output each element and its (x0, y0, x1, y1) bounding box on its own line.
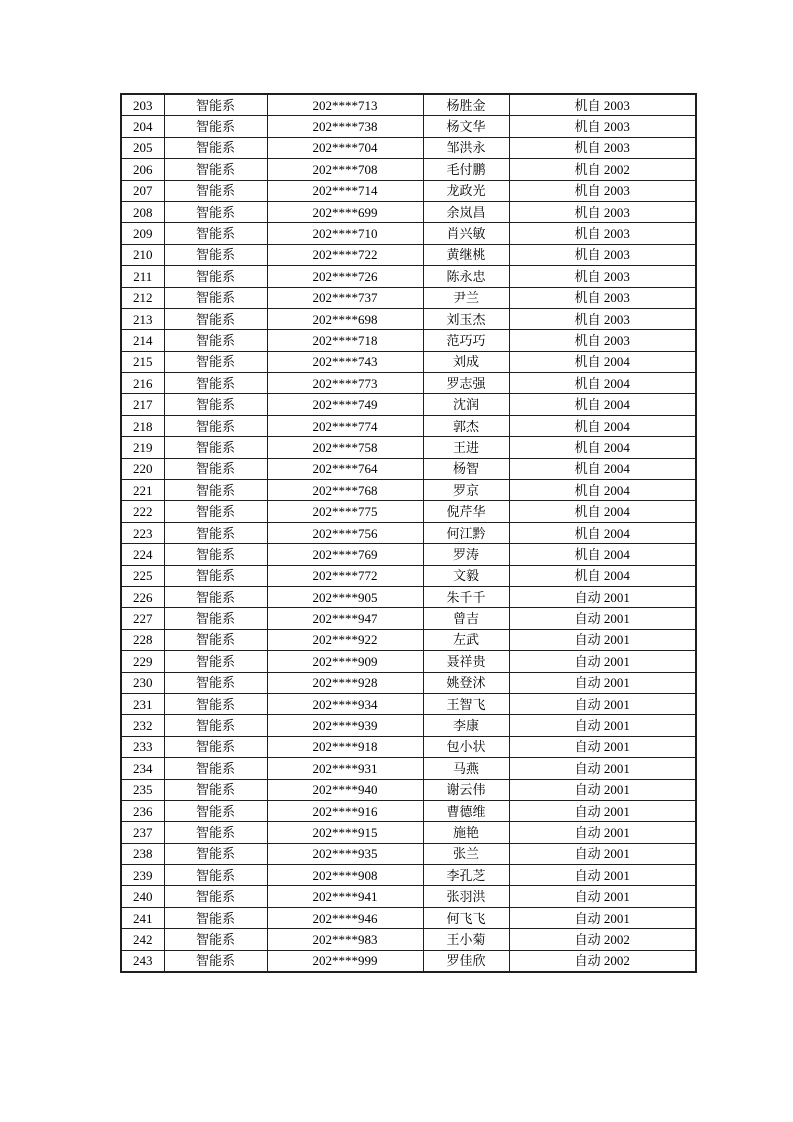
cell-class: 自动 2001 (509, 608, 696, 629)
cell-student-id: 202****737 (267, 287, 423, 308)
table-row (121, 437, 696, 458)
cell-student-name: 王小菊 (423, 929, 509, 950)
cell-student-id: 202****999 (267, 950, 423, 972)
cell-department: 智能系 (164, 287, 267, 308)
cell-student-id: 202****698 (267, 308, 423, 329)
cell-department: 智能系 (164, 843, 267, 864)
cell-row-number: 234 (121, 758, 164, 779)
table-row (121, 201, 696, 222)
cell-class: 自动 2001 (509, 822, 696, 843)
cell-student-name: 陈永忠 (423, 266, 509, 287)
table-row (121, 266, 696, 287)
cell-student-id: 202****931 (267, 758, 423, 779)
table-row (121, 394, 696, 415)
cell-student-name: 曹德维 (423, 800, 509, 821)
cell-row-number: 211 (121, 266, 164, 287)
cell-class: 机自 2003 (509, 116, 696, 137)
cell-row-number: 232 (121, 715, 164, 736)
cell-student-name: 黄继桃 (423, 244, 509, 265)
table-row (121, 373, 696, 394)
cell-row-number: 243 (121, 950, 164, 972)
cell-student-id: 202****775 (267, 501, 423, 522)
cell-row-number: 220 (121, 458, 164, 479)
cell-department: 智能系 (164, 223, 267, 244)
cell-student-id: 202****772 (267, 565, 423, 586)
table-row (121, 907, 696, 928)
cell-row-number: 210 (121, 244, 164, 265)
cell-student-id: 202****713 (267, 94, 423, 116)
cell-row-number: 214 (121, 330, 164, 351)
cell-department: 智能系 (164, 822, 267, 843)
cell-row-number: 241 (121, 907, 164, 928)
cell-student-id: 202****939 (267, 715, 423, 736)
cell-student-id: 202****764 (267, 458, 423, 479)
cell-row-number: 235 (121, 779, 164, 800)
cell-department: 智能系 (164, 758, 267, 779)
cell-row-number: 221 (121, 480, 164, 501)
table-row (121, 116, 696, 137)
cell-student-id: 202****738 (267, 116, 423, 137)
cell-department: 智能系 (164, 544, 267, 565)
table-row (121, 458, 696, 479)
cell-student-id: 202****774 (267, 415, 423, 436)
cell-class: 机自 2004 (509, 373, 696, 394)
cell-class: 机自 2004 (509, 501, 696, 522)
cell-student-name: 包小状 (423, 736, 509, 757)
cell-row-number: 226 (121, 586, 164, 607)
cell-class: 机自 2004 (509, 522, 696, 543)
cell-student-name: 龙政光 (423, 180, 509, 201)
cell-class: 机自 2004 (509, 544, 696, 565)
table-row (121, 223, 696, 244)
cell-row-number: 212 (121, 287, 164, 308)
cell-class: 自动 2002 (509, 929, 696, 950)
cell-department: 智能系 (164, 736, 267, 757)
cell-class: 自动 2001 (509, 629, 696, 650)
cell-student-id: 202****726 (267, 266, 423, 287)
cell-department: 智能系 (164, 480, 267, 501)
cell-student-id: 202****773 (267, 373, 423, 394)
cell-student-name: 范巧巧 (423, 330, 509, 351)
cell-class: 自动 2001 (509, 800, 696, 821)
cell-student-id: 202****756 (267, 522, 423, 543)
cell-class: 自动 2001 (509, 865, 696, 886)
cell-department: 智能系 (164, 907, 267, 928)
cell-student-name: 何江黔 (423, 522, 509, 543)
cell-student-name: 王智飞 (423, 693, 509, 714)
table-row (121, 715, 696, 736)
cell-department: 智能系 (164, 137, 267, 158)
cell-student-id: 202****704 (267, 137, 423, 158)
cell-department: 智能系 (164, 159, 267, 180)
table-row (121, 693, 696, 714)
cell-class: 机自 2004 (509, 415, 696, 436)
table-row (121, 137, 696, 158)
cell-department: 智能系 (164, 715, 267, 736)
cell-student-name: 倪芹华 (423, 501, 509, 522)
cell-student-name: 尹兰 (423, 287, 509, 308)
cell-department: 智能系 (164, 458, 267, 479)
cell-student-name: 张兰 (423, 843, 509, 864)
cell-class: 机自 2003 (509, 330, 696, 351)
cell-department: 智能系 (164, 950, 267, 972)
cell-department: 智能系 (164, 244, 267, 265)
cell-class: 机自 2004 (509, 351, 696, 372)
table-row (121, 501, 696, 522)
table-row (121, 159, 696, 180)
cell-student-name: 郭杰 (423, 415, 509, 436)
cell-student-id: 202****722 (267, 244, 423, 265)
cell-student-id: 202****908 (267, 865, 423, 886)
cell-row-number: 217 (121, 394, 164, 415)
cell-row-number: 229 (121, 651, 164, 672)
cell-class: 自动 2001 (509, 715, 696, 736)
cell-class: 机自 2002 (509, 159, 696, 180)
cell-student-id: 202****935 (267, 843, 423, 864)
cell-row-number: 222 (121, 501, 164, 522)
cell-student-id: 202****941 (267, 886, 423, 907)
cell-class: 机自 2003 (509, 94, 696, 116)
table-row (121, 865, 696, 886)
cell-student-id: 202****769 (267, 544, 423, 565)
table-row (121, 351, 696, 372)
cell-row-number: 216 (121, 373, 164, 394)
table-row (121, 779, 696, 800)
table-row (121, 308, 696, 329)
cell-student-name: 李孔芝 (423, 865, 509, 886)
cell-row-number: 242 (121, 929, 164, 950)
cell-student-id: 202****916 (267, 800, 423, 821)
cell-row-number: 240 (121, 886, 164, 907)
table-row (121, 758, 696, 779)
table-row (121, 736, 696, 757)
cell-class: 机自 2003 (509, 244, 696, 265)
cell-student-id: 202****915 (267, 822, 423, 843)
cell-student-name: 聂祥贵 (423, 651, 509, 672)
table-row (121, 244, 696, 265)
table-row (121, 800, 696, 821)
cell-department: 智能系 (164, 886, 267, 907)
cell-row-number: 205 (121, 137, 164, 158)
cell-class: 自动 2002 (509, 950, 696, 972)
cell-row-number: 206 (121, 159, 164, 180)
cell-student-id: 202****947 (267, 608, 423, 629)
student-roster-table (120, 93, 697, 973)
table-row (121, 822, 696, 843)
cell-row-number: 238 (121, 843, 164, 864)
cell-department: 智能系 (164, 672, 267, 693)
cell-department: 智能系 (164, 308, 267, 329)
table-row (121, 544, 696, 565)
cell-class: 机自 2003 (509, 308, 696, 329)
cell-row-number: 228 (121, 629, 164, 650)
cell-class: 机自 2004 (509, 394, 696, 415)
cell-student-id: 202****749 (267, 394, 423, 415)
cell-row-number: 239 (121, 865, 164, 886)
cell-department: 智能系 (164, 180, 267, 201)
cell-row-number: 207 (121, 180, 164, 201)
cell-class: 自动 2001 (509, 736, 696, 757)
cell-student-name: 文毅 (423, 565, 509, 586)
cell-student-name: 罗志强 (423, 373, 509, 394)
cell-department: 智能系 (164, 394, 267, 415)
cell-student-name: 杨文华 (423, 116, 509, 137)
table-row (121, 180, 696, 201)
cell-student-id: 202****718 (267, 330, 423, 351)
cell-class: 自动 2001 (509, 886, 696, 907)
table-row (121, 480, 696, 501)
cell-department: 智能系 (164, 693, 267, 714)
cell-student-id: 202****909 (267, 651, 423, 672)
table-row (121, 629, 696, 650)
table-row (121, 565, 696, 586)
cell-class: 机自 2003 (509, 287, 696, 308)
cell-department: 智能系 (164, 800, 267, 821)
cell-department: 智能系 (164, 586, 267, 607)
cell-row-number: 208 (121, 201, 164, 222)
cell-class: 自动 2001 (509, 779, 696, 800)
cell-student-name: 沈润 (423, 394, 509, 415)
cell-student-id: 202****758 (267, 437, 423, 458)
cell-student-id: 202****708 (267, 159, 423, 180)
cell-department: 智能系 (164, 651, 267, 672)
cell-student-name: 朱千千 (423, 586, 509, 607)
cell-row-number: 209 (121, 223, 164, 244)
cell-row-number: 237 (121, 822, 164, 843)
cell-class: 自动 2001 (509, 907, 696, 928)
table-row (121, 672, 696, 693)
cell-row-number: 215 (121, 351, 164, 372)
cell-student-name: 杨智 (423, 458, 509, 479)
cell-student-id: 202****714 (267, 180, 423, 201)
cell-row-number: 203 (121, 94, 164, 116)
cell-student-name: 杨胜金 (423, 94, 509, 116)
cell-student-name: 罗涛 (423, 544, 509, 565)
cell-row-number: 233 (121, 736, 164, 757)
cell-student-name: 谢云伟 (423, 779, 509, 800)
cell-student-name: 施艳 (423, 822, 509, 843)
cell-student-id: 202****922 (267, 629, 423, 650)
cell-student-id: 202****983 (267, 929, 423, 950)
cell-student-id: 202****918 (267, 736, 423, 757)
cell-row-number: 218 (121, 415, 164, 436)
table-row (121, 415, 696, 436)
cell-department: 智能系 (164, 94, 267, 116)
table-row (121, 330, 696, 351)
table-row (121, 522, 696, 543)
cell-class: 机自 2003 (509, 266, 696, 287)
table-row (121, 287, 696, 308)
cell-row-number: 213 (121, 308, 164, 329)
cell-row-number: 219 (121, 437, 164, 458)
cell-class: 机自 2004 (509, 480, 696, 501)
cell-student-name: 罗佳欣 (423, 950, 509, 972)
table-row (121, 94, 696, 116)
cell-class: 机自 2003 (509, 180, 696, 201)
cell-department: 智能系 (164, 565, 267, 586)
cell-row-number: 227 (121, 608, 164, 629)
table-row (121, 886, 696, 907)
cell-row-number: 230 (121, 672, 164, 693)
table-row (121, 929, 696, 950)
cell-student-name: 左武 (423, 629, 509, 650)
cell-department: 智能系 (164, 865, 267, 886)
cell-student-id: 202****934 (267, 693, 423, 714)
cell-class: 自动 2001 (509, 693, 696, 714)
cell-student-id: 202****699 (267, 201, 423, 222)
cell-row-number: 204 (121, 116, 164, 137)
cell-student-name: 李康 (423, 715, 509, 736)
cell-student-name: 刘成 (423, 351, 509, 372)
cell-department: 智能系 (164, 929, 267, 950)
cell-department: 智能系 (164, 608, 267, 629)
table-row (121, 608, 696, 629)
cell-student-name: 何飞飞 (423, 907, 509, 928)
cell-class: 自动 2001 (509, 651, 696, 672)
cell-student-name: 曾吉 (423, 608, 509, 629)
table-row (121, 950, 696, 972)
cell-class: 自动 2001 (509, 586, 696, 607)
table-row (121, 586, 696, 607)
cell-class: 机自 2004 (509, 458, 696, 479)
cell-class: 机自 2003 (509, 137, 696, 158)
cell-row-number: 224 (121, 544, 164, 565)
roster-body (121, 94, 696, 972)
cell-class: 机自 2003 (509, 223, 696, 244)
cell-student-name: 姚登沭 (423, 672, 509, 693)
cell-department: 智能系 (164, 779, 267, 800)
cell-department: 智能系 (164, 351, 267, 372)
cell-student-name: 罗京 (423, 480, 509, 501)
cell-class: 自动 2001 (509, 758, 696, 779)
cell-student-name: 王进 (423, 437, 509, 458)
cell-department: 智能系 (164, 415, 267, 436)
cell-student-name: 张羽洪 (423, 886, 509, 907)
cell-class: 自动 2001 (509, 843, 696, 864)
cell-student-id: 202****940 (267, 779, 423, 800)
cell-student-id: 202****905 (267, 586, 423, 607)
cell-student-name: 邹洪永 (423, 137, 509, 158)
cell-department: 智能系 (164, 116, 267, 137)
cell-class: 机自 2004 (509, 565, 696, 586)
cell-student-id: 202****768 (267, 480, 423, 501)
cell-student-id: 202****946 (267, 907, 423, 928)
cell-department: 智能系 (164, 373, 267, 394)
cell-student-id: 202****743 (267, 351, 423, 372)
cell-student-id: 202****710 (267, 223, 423, 244)
cell-department: 智能系 (164, 437, 267, 458)
table-row (121, 651, 696, 672)
cell-department: 智能系 (164, 501, 267, 522)
cell-student-name: 刘玉杰 (423, 308, 509, 329)
cell-class: 机自 2003 (509, 201, 696, 222)
table-row (121, 843, 696, 864)
cell-row-number: 236 (121, 800, 164, 821)
cell-student-id: 202****928 (267, 672, 423, 693)
cell-department: 智能系 (164, 629, 267, 650)
cell-department: 智能系 (164, 266, 267, 287)
cell-department: 智能系 (164, 330, 267, 351)
cell-student-name: 马燕 (423, 758, 509, 779)
cell-department: 智能系 (164, 201, 267, 222)
cell-class: 机自 2004 (509, 437, 696, 458)
cell-row-number: 225 (121, 565, 164, 586)
cell-student-name: 毛付鹏 (423, 159, 509, 180)
cell-class: 自动 2001 (509, 672, 696, 693)
cell-student-name: 余岚昌 (423, 201, 509, 222)
cell-row-number: 223 (121, 522, 164, 543)
cell-student-name: 肖兴敏 (423, 223, 509, 244)
cell-department: 智能系 (164, 522, 267, 543)
cell-row-number: 231 (121, 693, 164, 714)
